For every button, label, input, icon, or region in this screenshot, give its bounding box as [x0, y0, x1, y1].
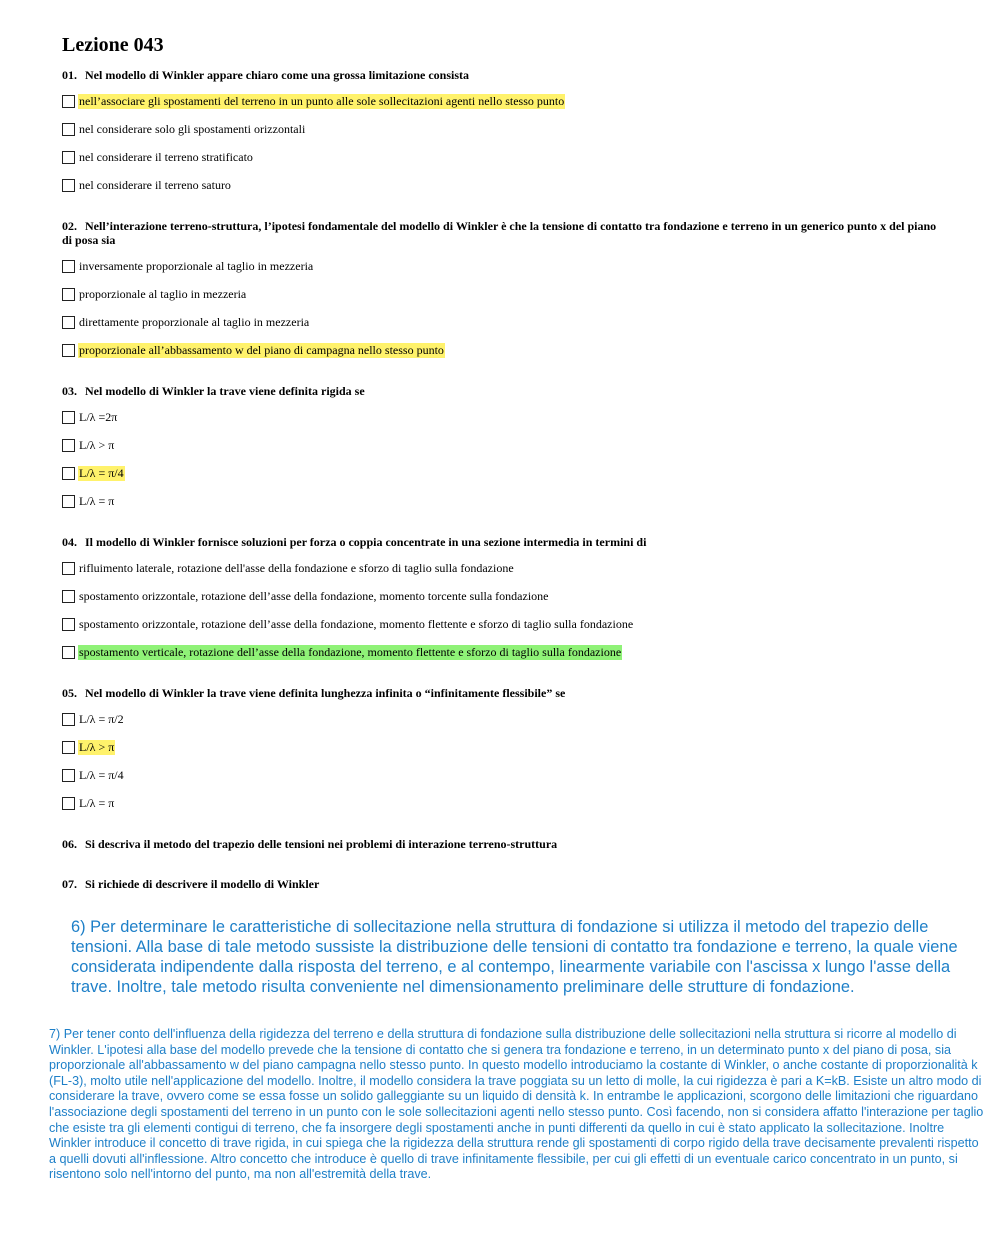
answer-option[interactable]: [62, 342, 445, 358]
checkbox[interactable]: [62, 495, 75, 508]
question-number: 03.: [62, 384, 77, 398]
answer-option[interactable]: [62, 711, 125, 727]
question-04: [62, 535, 942, 659]
option-label: L/λ > π: [79, 437, 115, 452]
question-number: 04.: [62, 535, 77, 549]
question-text: 06. Si descriva il metodo del trapezio delle tensioni nei problemi di interazione terreno-struttura: [62, 837, 558, 851]
answer-07-text: 7) Per tener conto dell'influenza della rigidezza del terreno e della struttura di fondazione sulla distribuzione delle sollecitazioni nella struttura si ricorre al modello di Winkler. L'ipotesi alla base del modello prevede che la tensione di contatto che si genera tra fondazione e terreno, in un determinato punto x del piano di posa, sia proporzionale all'abbassamento w del piano campagna nello stesso punto. In questo modello introduciamo la costante di Winkler, o anche costante di proporzionalità k (FL-3), molto utile nell'applicazione del modello. Inoltre, il modello considera la trave poggiata su un letto di molle, la cui rigidezza è pari a K=kB. Esiste un altro modo di considerare la trave, ovvero come se essa fosse un solido galleggiante su un liquido di densità k. In entrambe le applicazioni, scorgono delle limitazioni che riguardano l'associazione degli spostamenti del terreno in un punto con le sole sollecitazioni agenti nello stesso punto. Così facendo, non si considera affatto l'interazione per taglio che esiste tra gli elementi contigui di terreno, che fa insorgere degli spostamenti anche in punti differenti da quello in cui è stato applicato la sollecitazione. Inoltre Winkler introduce il concetto di trave rigida, in cui spiega che la rigidezza della struttura rende gli spostamenti di corpo rigido della trave decisamente prevalenti rispetto a quelli dovuti all'inflessione. Altro concetto che introduce è quello di trave infinitamente flessibile, per cui gli effetti di un eventuale carico concentrato in un punto, si risentono solo nell'intorno del punto, ma non all'estremità della trave.: [49, 1027, 984, 1182]
checkbox[interactable]: [62, 467, 75, 480]
answer-option[interactable]: [62, 314, 310, 330]
option-label: L/λ > π: [79, 739, 115, 754]
option-label: spostamento orizzontale, rotazione dell’asse della fondazione, momento torcente sulla fondazione: [79, 588, 549, 603]
option-label: nell’associare gli spostamenti del terreno in un punto alle sole sollecitazioni agenti nello stesso punto: [79, 93, 565, 108]
option-label: L/λ = π/4: [79, 767, 124, 782]
answer-option[interactable]: [62, 409, 118, 425]
question-number: 07.: [62, 877, 77, 891]
question-01: [62, 68, 942, 192]
answer-option[interactable]: [62, 588, 550, 604]
option-label: L/λ =2π: [79, 409, 118, 424]
answer-06-text: 6) Per determinare le caratteristiche di sollecitazione nella struttura di fondazione si utilizza il metodo del trapezio delle tensioni. Alla base di tale metodo sussiste la distribuzione delle tensioni di contatto tra fondazione e terreno, la quale viene considerata indipendente dalla risposta del terreno, e al contempo, linearmente variabile con l'ascissa x lungo l'asse della trave. Inoltre, tale metodo risulta conveniente nel dimensionamento preliminare delle strutture di fondazione.: [71, 918, 958, 996]
checkbox[interactable]: [62, 123, 75, 136]
answer-option[interactable]: [62, 177, 232, 193]
question-05: [62, 686, 942, 810]
question-number: 06.: [62, 837, 77, 851]
answer-option[interactable]: [62, 560, 515, 576]
checkbox[interactable]: [62, 260, 75, 273]
checkbox[interactable]: [62, 590, 75, 603]
question-text: 05. Nel modello di Winkler la trave viene definita lunghezza infinita o “infinitamente flessibile” se: [62, 686, 566, 700]
checkbox[interactable]: [62, 646, 75, 659]
option-label: L/λ = π: [79, 795, 115, 810]
option-label: spostamento verticale, rotazione dell’asse della fondazione, momento flettente e sforzo di taglio sulla fondazione: [79, 644, 622, 659]
question-02: [62, 219, 942, 357]
checkbox[interactable]: [62, 797, 75, 810]
checkbox[interactable]: [62, 151, 75, 164]
answer-option[interactable]: [62, 149, 254, 165]
checkbox[interactable]: [62, 288, 75, 301]
checkbox[interactable]: [62, 741, 75, 754]
question-07: [62, 877, 942, 891]
answer-option[interactable]: [62, 465, 125, 481]
question-text: 04. Il modello di Winkler fornisce soluzioni per forza o coppia concentrate in una sezione intermedia in termini di: [62, 535, 647, 549]
option-label: proporzionale all’abbassamento w del piano di campagna nello stesso punto: [79, 342, 444, 357]
question-number: 05.: [62, 686, 77, 700]
option-label: proporzionale al taglio in mezzeria: [79, 286, 247, 301]
question-number: 02.: [62, 219, 77, 233]
page-title: Lezione 043: [62, 34, 164, 56]
option-label: L/λ = π/4: [79, 465, 124, 480]
answer-option[interactable]: [62, 795, 115, 811]
question-text: 07. Si richiede di descrivere il modello di Winkler: [62, 877, 320, 891]
answer-option[interactable]: [62, 644, 622, 660]
option-label: rifluimento laterale, rotazione dell'asse della fondazione e sforzo di taglio sulla fondazione: [79, 560, 514, 575]
option-label: spostamento orizzontale, rotazione dell’asse della fondazione, momento flettente e sforzo di taglio sulla fondazione: [79, 616, 634, 631]
option-label: direttamente proporzionale al taglio in mezzeria: [79, 314, 310, 329]
option-label: nel considerare il terreno stratificato: [79, 149, 253, 164]
answer-option[interactable]: [62, 258, 314, 274]
checkbox[interactable]: [62, 344, 75, 357]
option-label: nel considerare solo gli spostamenti orizzontali: [79, 121, 306, 136]
answer-option[interactable]: [62, 739, 115, 755]
option-label: inversamente proporzionale al taglio in mezzeria: [79, 258, 314, 273]
answer-option[interactable]: [62, 493, 115, 509]
option-label: nel considerare il terreno saturo: [79, 177, 231, 192]
option-label: L/λ = π/2: [79, 711, 124, 726]
question-06: [62, 837, 942, 851]
answer-option[interactable]: [62, 616, 634, 632]
answer-option[interactable]: [62, 767, 125, 783]
question-03: [62, 384, 942, 508]
question-text: 03. Nel modello di Winkler la trave viene definita rigida se: [62, 384, 365, 398]
checkbox[interactable]: [62, 439, 75, 452]
checkbox[interactable]: [62, 411, 75, 424]
checkbox[interactable]: [62, 713, 75, 726]
answer-option[interactable]: [62, 121, 306, 137]
checkbox[interactable]: [62, 562, 75, 575]
checkbox[interactable]: [62, 769, 75, 782]
answer-option[interactable]: [62, 437, 115, 453]
checkbox[interactable]: [62, 618, 75, 631]
question-text: 01. Nel modello di Winkler appare chiaro come una grossa limitazione consista: [62, 68, 470, 82]
checkbox[interactable]: [62, 316, 75, 329]
checkbox[interactable]: [62, 95, 75, 108]
question-text: 02. Nell’interazione terreno-struttura, l’ipotesi fondamentale del modello di Winkler è che la tensione di contatto tra fondazione e terreno in un generico punto x del piano di posa sia: [62, 219, 937, 247]
checkbox[interactable]: [62, 179, 75, 192]
option-label: L/λ = π: [79, 493, 115, 508]
answer-option[interactable]: [62, 286, 247, 302]
question-number: 01.: [62, 68, 77, 82]
answer-option[interactable]: [62, 93, 565, 109]
